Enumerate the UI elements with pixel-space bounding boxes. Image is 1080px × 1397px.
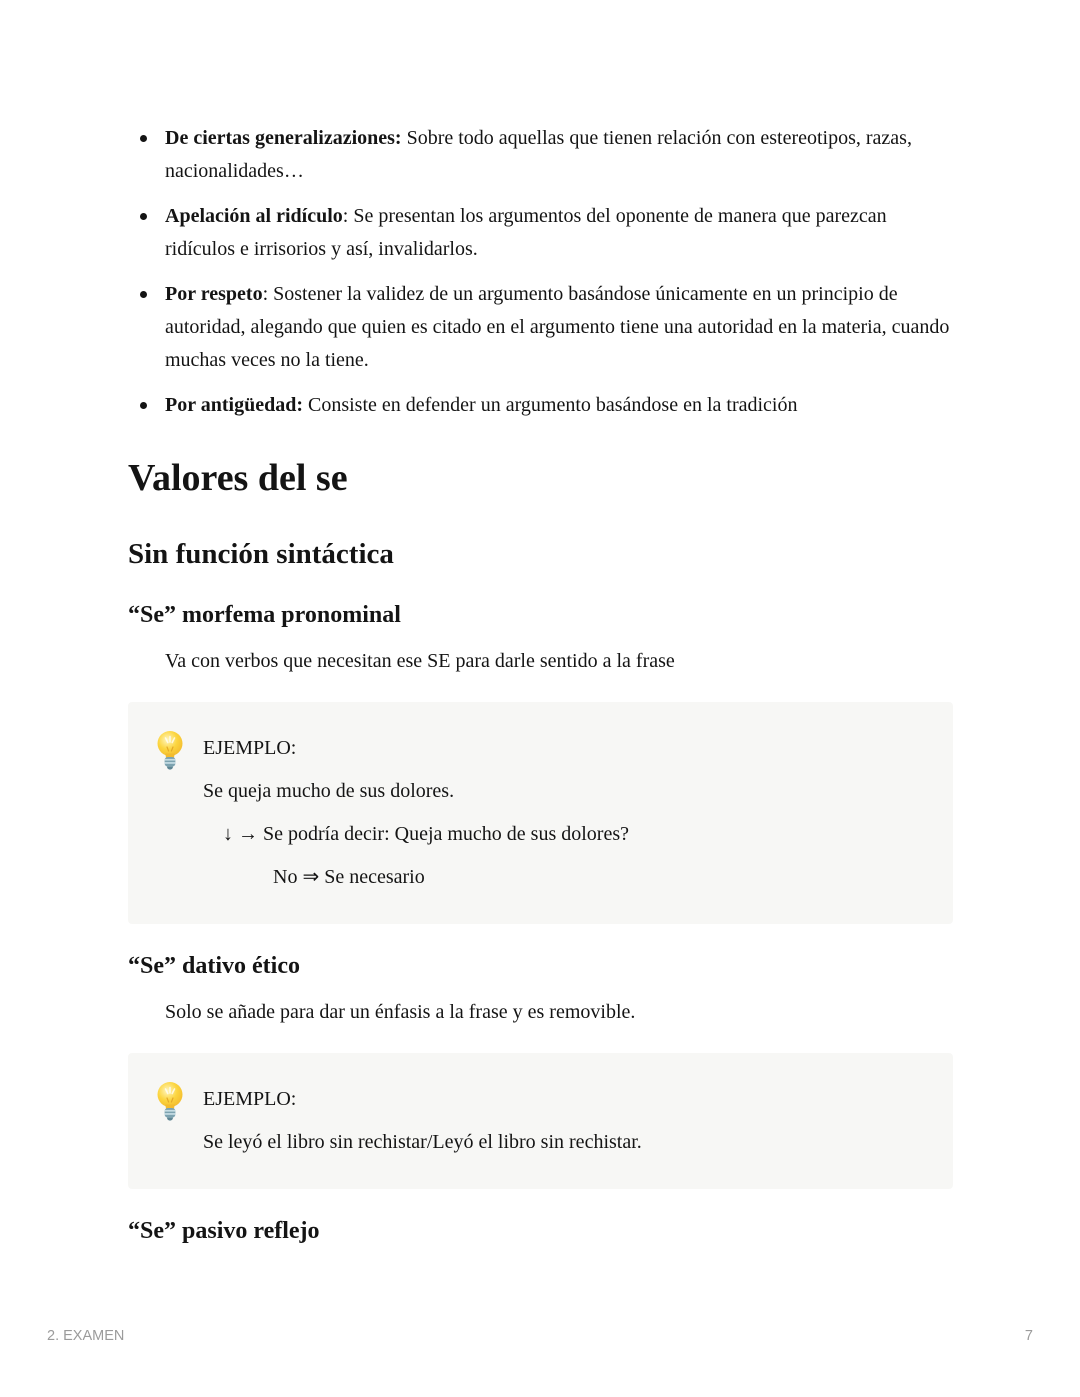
callout-content	[203, 1083, 923, 1159]
fallacies-list	[128, 122, 953, 422]
example-callout	[128, 1053, 953, 1189]
subsection-heading-pasivo: “Se” pasivo reflejo	[128, 1218, 320, 1244]
callout-line: ↓ → Se podría decir: Queja mucho de sus dolores?	[223, 823, 630, 845]
callout-line: Se queja mucho de sus dolores.	[203, 780, 455, 802]
subsection-heading-dativo: “Se” dativo ético	[128, 953, 300, 979]
page-footer	[47, 1326, 1033, 1346]
lightbulb-icon	[155, 730, 185, 772]
list-item	[128, 389, 953, 422]
list-item-text: Sobre todo aquellas que tienen relación con estereotipos, razas, nacionalidades…	[165, 127, 912, 182]
list-item	[128, 200, 953, 266]
callout-line: No ⇒ Se necesario	[273, 866, 425, 888]
list-item-term: De ciertas generalizaziones:	[165, 127, 402, 149]
list-item-text: : Sostener la validez de un argumento basándose únicamente en un principio de autoridad, alegando que quien es citado en el argumento tiene una autoridad en la materia, cuando muchas veces no la tiene.	[165, 283, 950, 371]
paragraph-morfema-intro: Va con verbos que necesitan ese SE para darle sentido a la frase	[165, 650, 675, 672]
callout-title: EJEMPLO:	[203, 1088, 297, 1110]
list-item	[128, 278, 953, 377]
paragraph-dativo-intro: Solo se añade para dar un énfasis a la frase y es removible.	[165, 1001, 636, 1023]
section-heading-sin-funcion: Sin función sintáctica	[128, 538, 394, 570]
lightbulb-icon	[155, 1081, 185, 1123]
callout-content	[203, 732, 923, 894]
footer-section-label: 2. EXAMEN	[47, 1328, 125, 1344]
list-item	[128, 122, 953, 188]
list-item-term: Por respeto	[165, 283, 263, 305]
subsection-heading-morfema: “Se” morfema pronominal	[128, 602, 401, 628]
page-content	[128, 0, 953, 1247]
list-item-text: Consiste en defender un argumento basándose en la tradición	[302, 394, 798, 416]
page-title: Valores del se	[128, 457, 348, 499]
list-item-term: Por antigüedad:	[165, 394, 303, 416]
page-number: 7	[1024, 1328, 1033, 1344]
callout-title: EJEMPLO:	[203, 737, 297, 759]
list-item-term: Apelación al ridículo	[165, 205, 343, 227]
example-callout	[128, 702, 953, 924]
callout-line: Se leyó el libro sin rechistar/Leyó el libro sin rechistar.	[203, 1131, 642, 1153]
list-item-text: : Se presentan los argumentos del oponente de manera que parezcan ridículos e irrisorios y así, invalidarlos.	[165, 205, 887, 260]
